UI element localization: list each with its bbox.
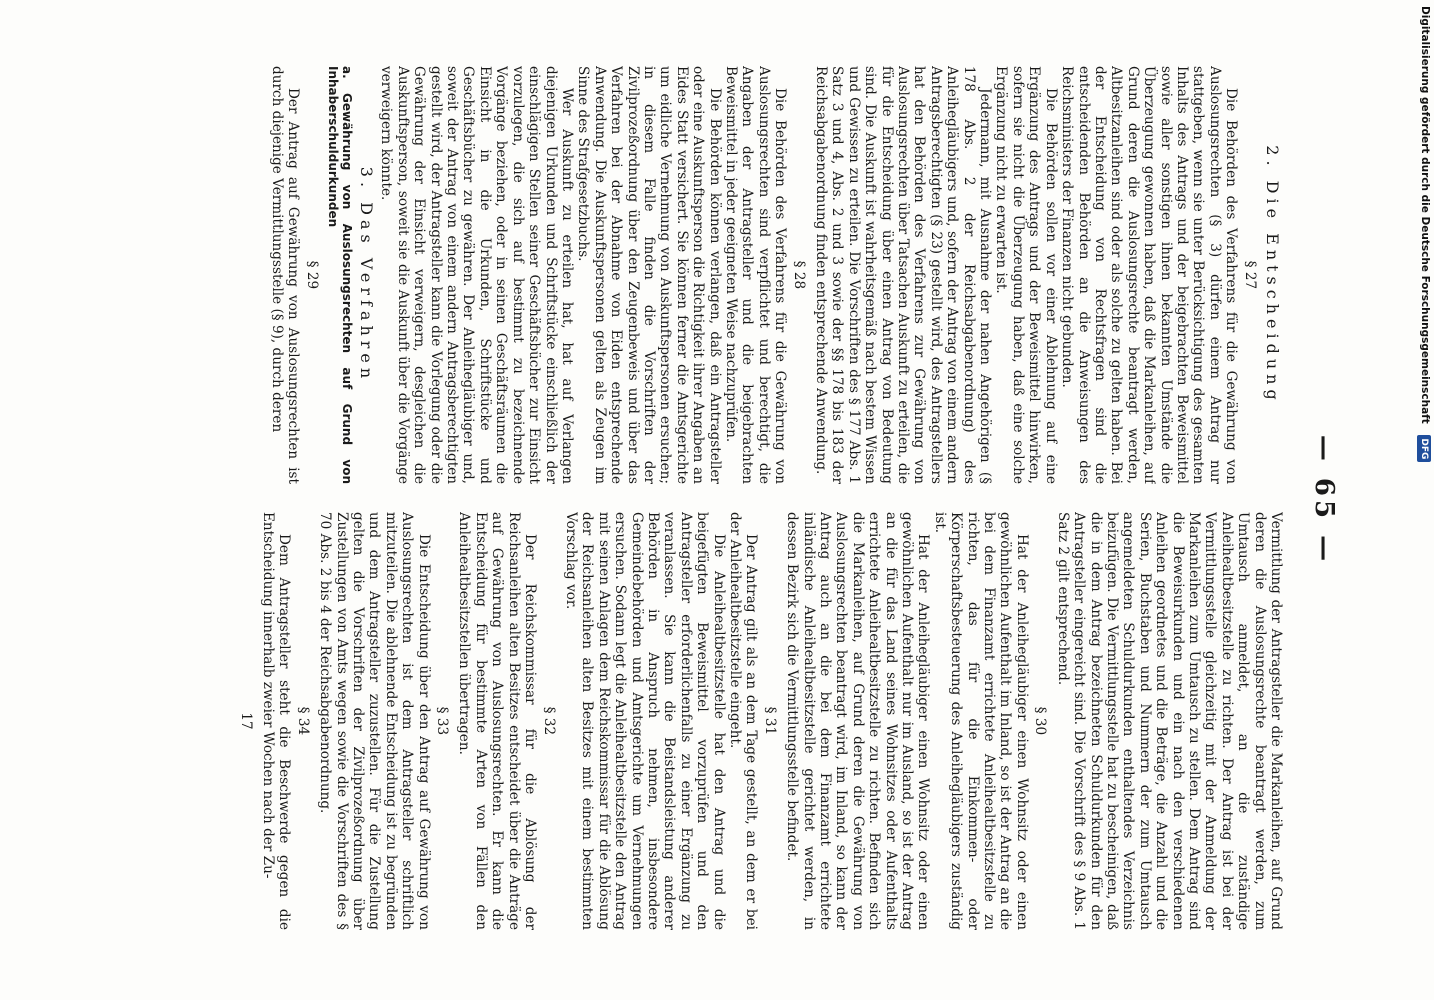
page-number-header: — 65 — bbox=[1309, 434, 1339, 566]
paragraph-number-28: § 28 bbox=[790, 260, 807, 290]
subsection-heading: a. Gewährung von Auslosungsrechten auf Grund von Inhaberschuldurkunden bbox=[325, 66, 354, 484]
paragraph-31-text-2: Die Anleihealtbesitzstelle hat den Antrag und die beigefügten Beweismittel vorzuprüfen und den Antragsteller erforderlichenfalls zu einer Ergänzung zu veranlassen. Sie kann die Beistandsleistung anderer Behörden in Anspruch nehmen, insbesondere Gemeindebehörden und Amtsgerichte um Vernehmungen ersuchen. Sodann legt die Anleihealtbesitzstelle den Antrag mit seinen Anlagen dem Reichskommissar für die Ablösung der Reichsanleihen alten Besitzes mit einem bestimmten Vorschlag vor. bbox=[562, 512, 727, 930]
paragraph-number-33: § 33 bbox=[434, 706, 451, 736]
paragraph-32-text-1: Der Reichskommissar für die Ablösung der Reichsanleihen alten Besitzes entscheidet über die Anträge auf Gewährung von Auslosungsrechten. Er kann die Entscheidung für bestimmte Arten von Fällen den Anleihealtbesitzstellen übertragen. bbox=[456, 512, 539, 930]
digitization-credit bbox=[1416, 6, 1434, 996]
paragraph-28-text-3: Wer Auskunft zu erteilen hat, hat auf Verlangen diejenigen Urkunden und Schriftstücke einschließlich der einschlägigen Stellen seiner Geschäftsbücher zur Einsicht vorzulegen, die sich auf bestimmt zu bezeichnende Vorgänge beziehen, oder in seinen Geschäftsräumen die Einsicht in die Urkunden, Schriftstücke und Geschäftsbücher zu gewähren. Der Anleihegläubiger und, soweit der Antrag von einem andern Antragsberechtigten gestellt wird, der Antragsteller kann die Vorlegung oder die Gewährung der Einsicht verweigern, desgleichen die Auskunftsperson, soweit sie die Auskunft über die Vorgänge verweigern könnte. bbox=[378, 66, 575, 484]
page-body bbox=[90, 50, 1344, 950]
paragraph-27-text-1: Die Behörden des Verfahrens für die Gewährung von Auslosungsrechten (§ 3) dürfen einem Antrag nur stattgeben, wenn sie unter Berücksichtigung des gesamten Inhalts des Antrags und der beigebrachten Beweismittel sowie aller sonstigen ihnen bekannten Umstände die Überzeugung gewonnen haben, daß die Markanleihen, auf Grund deren die Auslosungsrechte beantragt werden, Altbesitzanleihen sind oder als solche zu gelten haben. Bei der Entscheidung von Rechtsfragen sind die entscheidenden Behörden an die Anweisungen des Reichsministers der Finanzen nicht gebunden. bbox=[1059, 66, 1240, 484]
paragraph-number-29: § 29 bbox=[303, 260, 320, 290]
paragraph-27-text-3: Jedermann, mit Ausnahme der nahen Angehörigen (§ 178 Abs. 2 der Reichsabgabenordnung) des Anleihegläubigers und, sofern der Antrag von einem andern Antragsberechtigten (§ 23) gestellt wird, des Antragstellers hat den Behörden des Verfahrens zur Gewährung von Auslosungsrechten über Tatsachen Auskunft zu erteilen, die für die Entscheidung über einen Antrag von Bedeutung sind. Die Auskunft ist wahrheitsgemäß nach bestem Wissen und Gewissen zu erteilen. Die Vorschriften des § 177 Abs. 1 Satz 3 und 4, Abs. 2 und 3 sowie der §§ 178 bis 183 der Reichsabgabenordnung finden entsprechende Anwendung. bbox=[813, 66, 994, 484]
page-footer-number: 17 bbox=[237, 712, 254, 730]
paragraph-28-text-2: Die Behörden können verlangen, daß ein Antragsteller oder eine Auskunftsperson die Richtigkeit ihrer Angaben an Eides Statt versichert. Sie können ferner die Amtsgerichte um eidliche Vernehmung von Auskunftspersonen ersuchen; in diesem Falle finden die Vorschriften der Zivilprozeßordnung über den Zeugenbeweis und über das Verfahren bei der Abnahme von Eiden entsprechende Anwendung. Die Auskunftspersonen gelten als Zeugen im Sinne des Strafgesetzbuchs. bbox=[575, 66, 723, 484]
paragraph-number-34: § 34 bbox=[294, 706, 311, 736]
paragraph-34-text-1: Dem Antragsteller steht die Beschwerde gegen die Entscheidung innerhalb zweier Wochen nach der Zu- bbox=[260, 512, 293, 930]
paragraph-number-32: § 32 bbox=[540, 706, 557, 736]
paragraph-29-continuation: Vermittlung der Antragsteller die Markanleihen, auf Grund deren die Auslosungsrechte beantragt werden, zum Umtausch anmeldet, an die zuständige Anleihealtbesitzstelle zu richten. Der Antrag ist bei der Vermittlungsstelle gleichzeitig mit der Anmeldung der Markanleihen zum Umtausch zu stellen. Dem Antrag sind die Beweisurkunden und ein nach den verschiedenen Anleihen geordnetes und die Beträge, die Anzahl und die Serien, Buchstaben und Nummern der zum Umtausch angemeldeten Schuldurkunden enthaltendes Verzeichnis beizufügen. Die Vermittlungsstelle hat zu bescheinigen, daß die in dem Antrag bezeichneten Schuldurkunden für den Antragsteller eingereicht sind. Die Vorschrift des § 9 Abs. 1 Satz 2 gilt entsprechend. bbox=[1054, 512, 1284, 930]
paragraph-31-text-1: Der Antrag gilt als an dem Tage gestellt, an dem er bei der Anleihealtbesitzstelle eingeht. bbox=[727, 512, 760, 930]
right-column bbox=[104, 512, 1284, 930]
paragraph-33-text-1: Die Entscheidung über den Antrag auf Gewährung von Auslosungsrechten ist dem Antragsteller schriftlich mitzuteilen. Die ablehnende Entscheidung ist zu begründen und dem Antragsteller zuzustellen. Für die Zustellung gelten die Vorschriften der Zivilprozeßordnung über Zustellungen von Amts wegen sowie die Vorschriften des § 70 Abs. 2 bis 4 der Reichsabgabenordnung. bbox=[317, 512, 432, 930]
rotated-page-content bbox=[90, 50, 1344, 950]
paragraph-27-text-2: Die Behörden sollen vor einer Ablehnung auf eine Ergänzung des Antrags und der Beweismittel hinwirken, sofern sie nicht die Überzeugung haben, daß eine solche Ergänzung nicht zu erwarten ist. bbox=[993, 66, 1059, 484]
paragraph-29-text-1: Der Antrag auf Gewährung von Auslosungsrechten ist durch diejenige Vermittlungsstelle (§ 9), durch deren bbox=[268, 66, 302, 484]
paragraph-number-31: § 31 bbox=[761, 706, 778, 736]
paragraph-number-30: § 30 bbox=[1032, 706, 1049, 736]
left-column bbox=[104, 66, 1284, 484]
dfg-logo: DFG bbox=[1417, 435, 1431, 462]
paragraph-30-text-1: Hat der Anleihegläubiger einen Wohnsitz oder einen gewöhnlichen Aufenthalt im Inland, so ist der Antrag an die bei dem Finanzamt errichtete Anleihealtbesitzstelle zu richten, das für die Einkommen- oder Körperschaftsbesteuerung des Anleihegläubigers zuständig ist. bbox=[931, 512, 1030, 930]
section-title-verfahren: 3. Das Verfahren bbox=[357, 166, 377, 384]
digitization-credit-text bbox=[1416, 6, 1434, 996]
section-title-entscheidung: 2. Die Entscheidung bbox=[1263, 145, 1282, 405]
paragraph-30-text-2: Hat der Anleihegläubiger einen Wohnsitz oder einen gewöhnlichen Aufenthalt nur im Ausland, so ist der Antrag an die für das Land seines Wohnsitzes oder Aufenthalts errichtete Anleihealtbesitzstelle zu richten. Befinden sich die Markanleihen, auf Grund deren die Gewährung von Auslosungsrechten beantragt wird, im Inland, so kann der Antrag auch an die bei dem Finanzamt errichtete inländische Anleihealtbesitzstelle gerichtet werden, in dessen Bezirk sich die Vermittlungsstelle befindet. bbox=[784, 512, 932, 930]
paragraph-28-text-1: Die Behörden des Verfahrens für die Gewährung von Auslosungsrechten sind verpflichtet und berechtigt, die Angaben der Antragsteller und die beigebrachten Beweismittel in jeder geeigneten Weise nachzuprüfen. bbox=[723, 66, 789, 484]
credit-text: Digitalisierung gefördert durch die Deutsche Forschungsgemeinschaft bbox=[1419, 6, 1431, 424]
paragraph-number-27: § 27 bbox=[1241, 260, 1258, 290]
